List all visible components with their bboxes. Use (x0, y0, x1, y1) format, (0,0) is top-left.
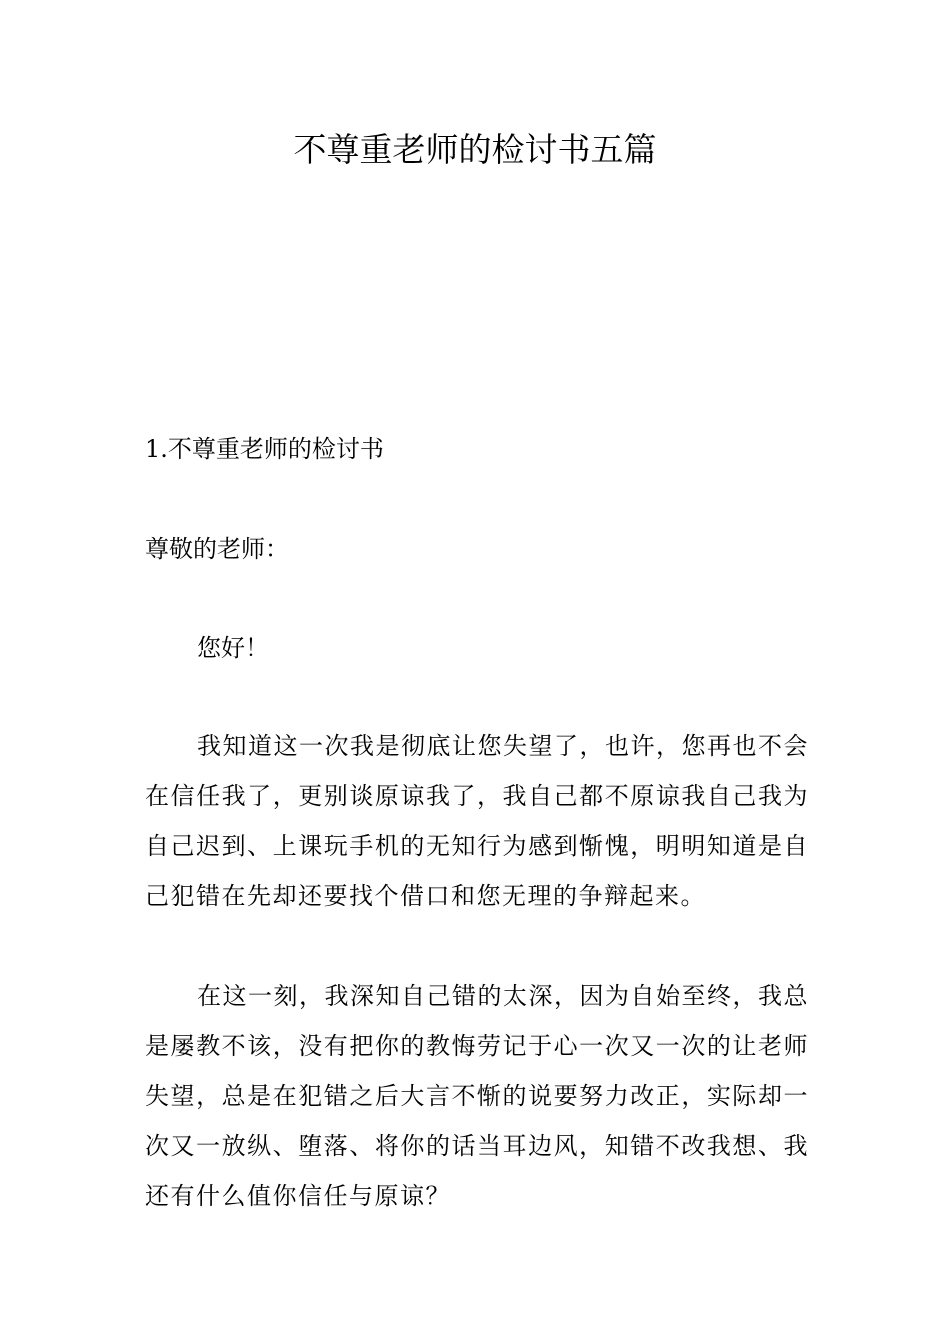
greeting: 您好！ (197, 634, 269, 662)
body-paragraph-1: 我知道这一次我是彻底让您失望了，也许，您再也不会在信任我了，更别谈原谅我了，我自己都不原谅我自己我为自己迟到、上课玩手机的无知行为感到惭愧，明明知道是自己犯错在先却还要找个借口和您无理的争辩起来。 (145, 732, 809, 910)
section-heading: 1.不尊重老师的检讨书 (145, 435, 384, 463)
document-title: 不尊重老师的检讨书五篇 (293, 130, 657, 169)
salutation: 尊敬的老师： (145, 535, 289, 563)
body-paragraph-2: 在这一刻，我深知自己错的太深，因为自始至终，我总是屡教不该，没有把你的教悔劳记于心一次又一次的让老师失望，总是在犯错之后大言不惭的说要努力改正，实际却一次又一放纵、堕落、将你的话当耳边风，知错不改我想、我还有什么值你信任与原谅？ (145, 982, 809, 1210)
